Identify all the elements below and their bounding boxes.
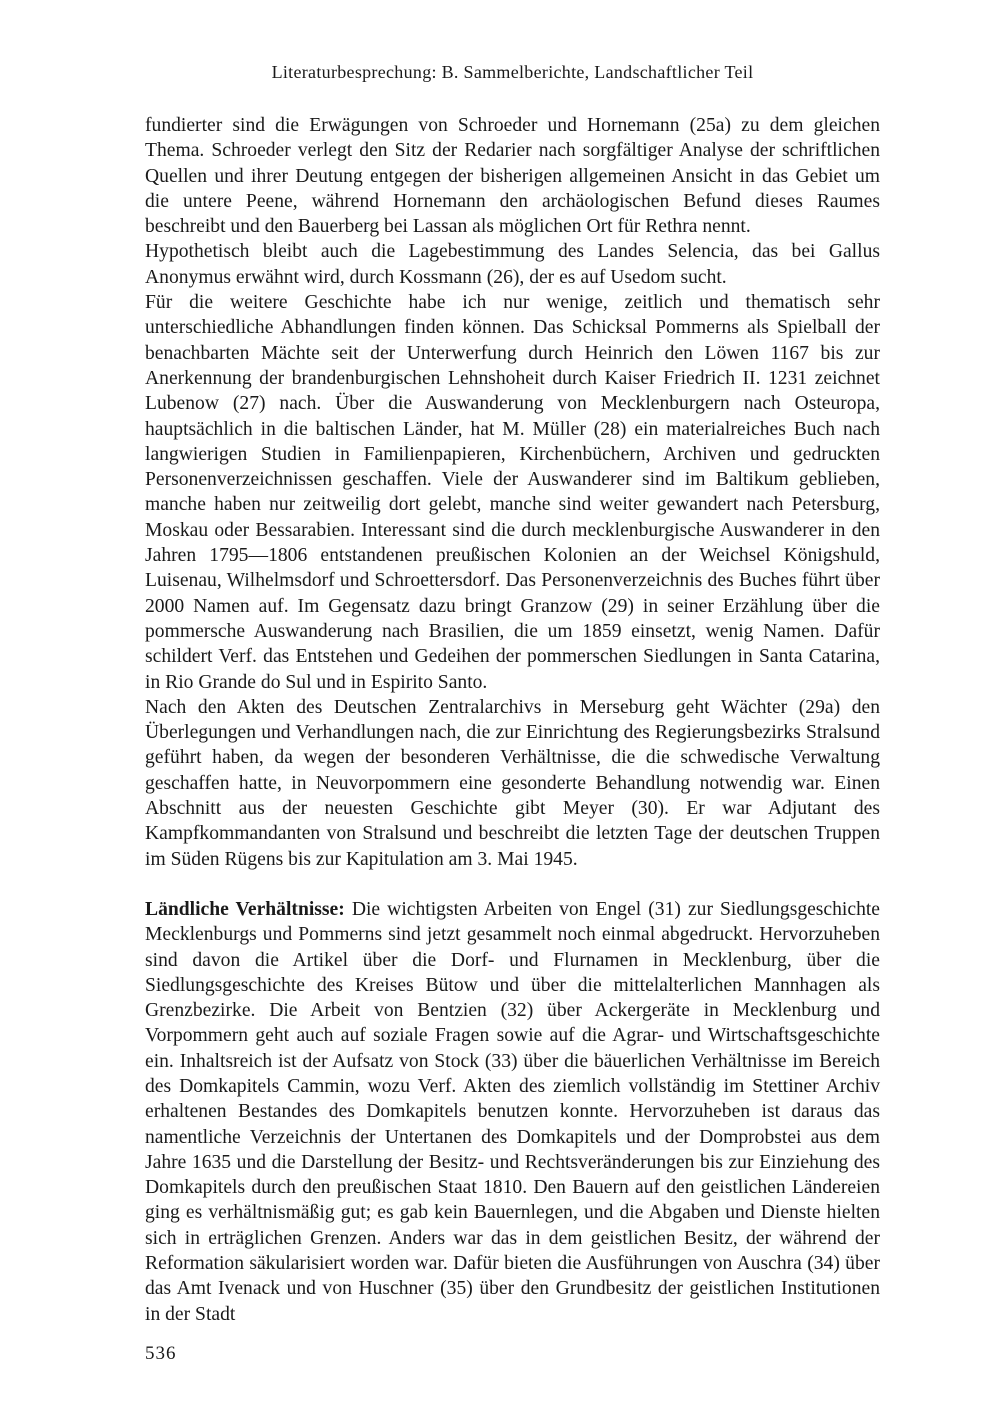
section-spacer: [145, 872, 880, 897]
paragraph-4: Nach den Akten des Deutschen Zentralarchivs in Merseburg geht Wächter (29a) den Überlegungen und Verhandlungen nach, die zur Einrichtung des Regierungsbezirks Stralsund geführt haben, da wegen der besonderen Verhältnisse, die die schwedische Verwaltung geschaffen hatte, in Neuvorpommern eine gesonderte Behandlung notwendig war. Einen Abschnitt aus der neuesten Geschichte gibt Meyer (30). Er war Adjutant des Kampfkommandanten von Stralsund und beschreibt die letzten Tage der deutschen Truppen im Süden Rügens bis zur Kapitulation am 3. Mai 1945.: [145, 696, 880, 870]
paragraph-3: Für die weitere Geschichte habe ich nur wenige, zeitlich und thematisch sehr unterschiedliche Abhandlungen finden können. Das Schicksal Pommerns als Spielball der benachbarten Mächte seit der Unterwerfung durch Heinrich den Löwen 1167 bis zur Anerkennung der brandenburgischen Lehnshoheit durch Kaiser Friedrich II. 1231 zeichnet Lubenow (27) nach. Über die Auswanderung von Mecklenburgern nach Osteuropa, hauptsächlich in die baltischen Länder, hat M. Müller (28) ein materialreiches Buch nach langwierigen Studien in Familienpapieren, Kirchenbüchern, Archiven und gedruckten Personenverzeichnissen geschaffen. Viele der Auswanderer sind im Baltikum geblieben, manche haben nur zeitweilig dort gelebt, manche sind weiter gewandert nach Petersburg, Moskau oder Bessarabien. Interessant sind die durch mecklenburgische Auswanderer in den Jahren 1795—1806 entstandenen preußischen Kolonien an der Weichsel Königshuld, Luisenau, Wilhelmsdorf und Schroettersdorf. Das Personenverzeichnis des Buches führt über 2000 Namen auf. Im Gegensatz dazu bringt Granzow (29) in seiner Erzählung über die pommersche Auswanderung nach Brasilien, die um 1859 einsetzt, wenig Namen. Dafür schildert Verf. das Entstehen und Gedeihen der pommerschen Siedlungen in Santa Catarina, in Rio Grande do Sul und in Espirito Santo.: [145, 292, 880, 693]
running-head: Literaturbesprechung: B. Sammelberichte, Landschaftlicher Teil: [271, 62, 754, 82]
paragraph-2: Hypothetisch bleibt auch die Lagebestimmung des Landes Selencia, das bei Gallus Anonymus erwähnt wird, durch Kossmann (26), der es auf Usedom sucht.: [145, 241, 880, 288]
body-text: [145, 113, 880, 1327]
paragraph-1: fundierter sind die Erwägungen von Schroeder und Hornemann (25a) zu dem gleichen Thema. Schroeder verlegt den Sitz der Redarier nach sorgfältiger Analyse der schriftlichen Quellen und ihrer Deutung entgegen der bisherigen allgemeinen Ansicht in das Gebiet um die untere Peene, während Hornemann den archäologischen Befund dieses Raumes beschreibt und den Bauerberg bei Lassan als möglichen Ort für Rethra nennt.: [145, 115, 880, 238]
section-paragraph: [145, 897, 880, 1327]
section-title: Ländliche Verhältnisse:: [145, 898, 345, 920]
page-number: 536: [145, 1343, 177, 1364]
section-text: Die wichtigsten Arbeiten von Engel (31) zur Siedlungsgeschichte Mecklenburgs und Pommerns sind jetzt gesammelt noch einmal abgedruckt. Hervorzuheben sind davon die Artikel über die Dorf- und Flurnamen in Mecklenburg, über die Siedlungsgeschichte des Kreises Bütow und über die mittelalterlichen Mannhagen als Grenzbezirke. Die Arbeit von Bentzien (32) über Ackergeräte in Mecklenburg und Vorpommern geht auch auf soziale Fragen sowie auf die Agrar- und Wirtschaftsgeschichte ein. Inhaltsreich ist der Aufsatz von Stock (33) über die bäuerlichen Verhältnisse im Bereich des Domkapitels Cammin, wozu Verf. Akten des ziemlich vollständig im Stettiner Archiv erhaltenen Bestandes des Domkapitels benutzen konnte. Hervorzuheben ist daraus das namentliche Verzeichnis der Untertanen des Domkapitels und der Domprobstei aus dem Jahre 1635 und die Darstellung der Besitz- und Rechtsveränderungen bis zur Einziehung des Domkapitels durch den preußischen Staat 1810. Den Bauern auf den geistlichen Ländereien ging es verhältnismäßig gut; es gab kein Bauernlegen, und die Abgaben und Dienste hielten sich in erträglichen Grenzen. Anders war das in dem geistlichen Besitz, der während der Reformation säkularisiert worden war. Dafür bieten die Ausführungen von Auschra (34) über das Amt Ivenack und von Huschner (35) über den Grundbesitz der geistlichen Institutionen in der Stadt: [145, 898, 881, 1325]
